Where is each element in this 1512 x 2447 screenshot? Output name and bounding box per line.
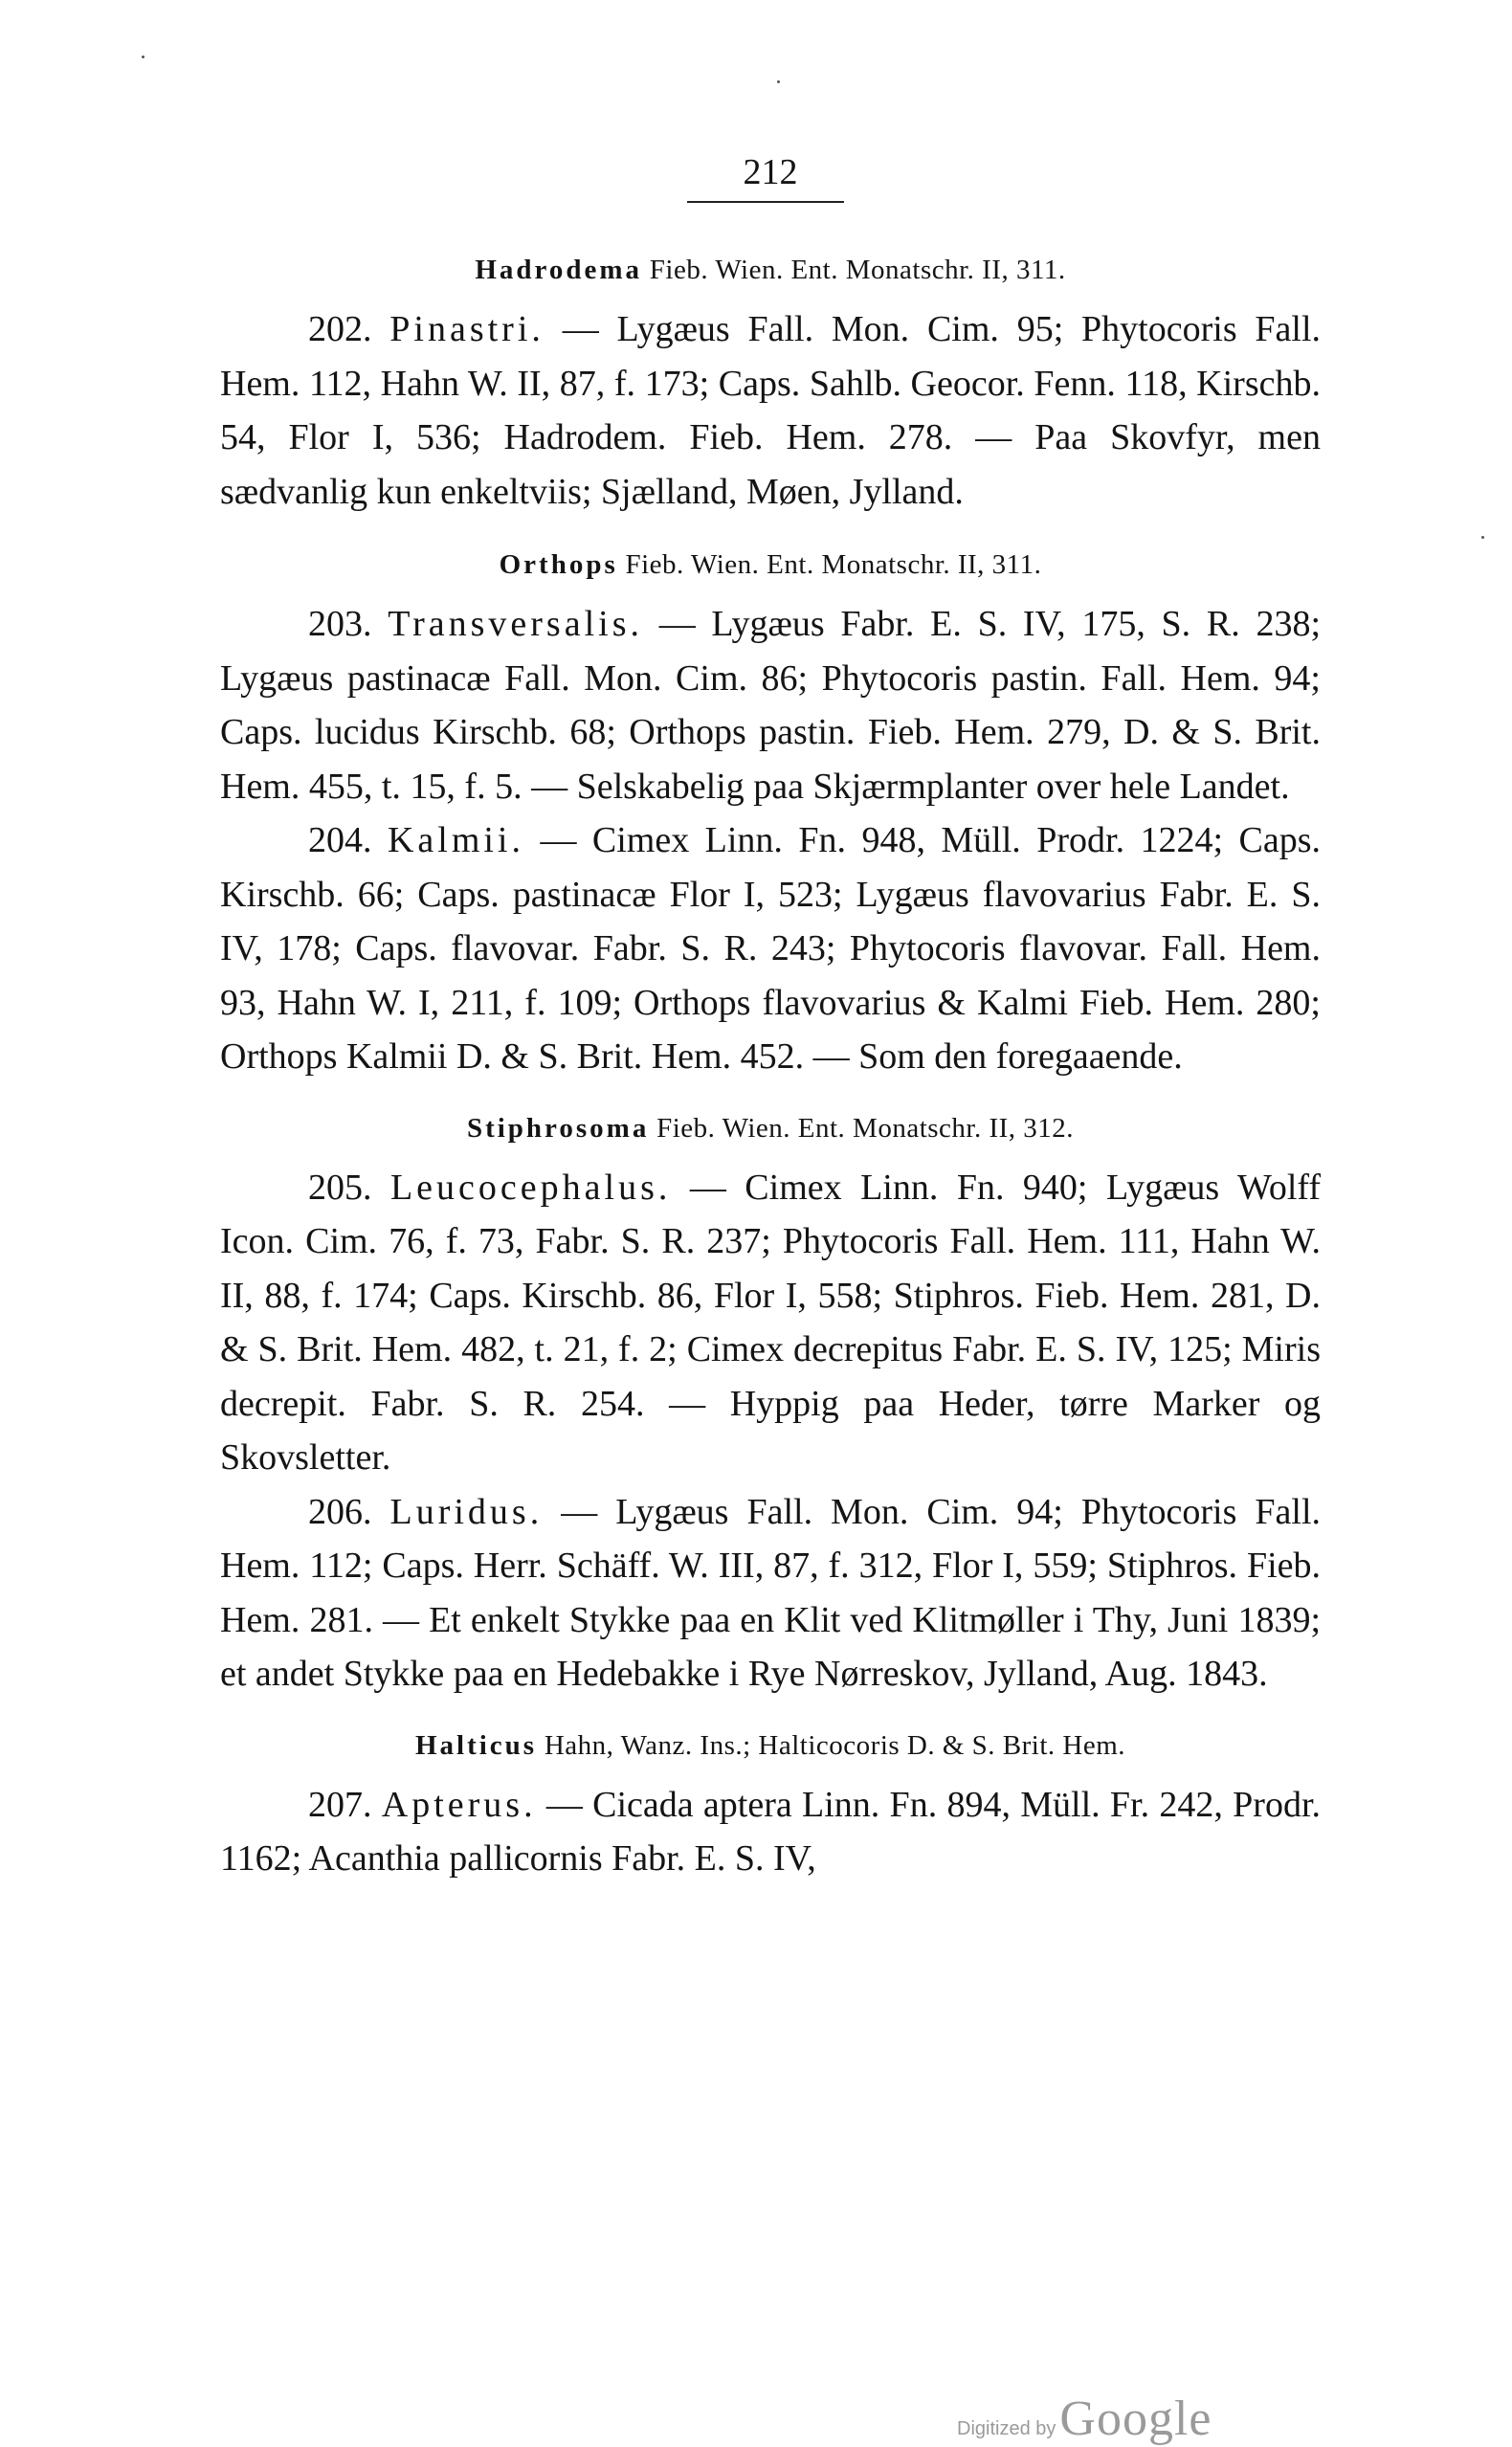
genus-reference: Fieb. Wien. Ent. Monatschr. II, 311. bbox=[625, 549, 1042, 580]
genus-reference: Fieb. Wien. Ent. Monatschr. II, 312. bbox=[656, 1112, 1075, 1144]
genus-heading bbox=[220, 1726, 1321, 1765]
digitized-by-label: Digitized by bbox=[957, 2418, 1056, 2439]
entry-text: — Cimex Linn. Fn. 940; Lygæus Wolff Icon. Cim. 76, f. 73, Fabr. S. R. 237; Phytocoris Fall. Hem. 111, Hahn W. II, 88, f. 174; Caps. Kirschb. 86, Flor I, 558; Stiphros. Fieb. Hem. 281, D. & S. Brit. Hem. 482, t. 21, f. 2; Cimex decrepitus Fabr. E. S. IV, 125; Miris decrepit. Fabr. S. R. 254. — Hyppig paa Heder, tørre Marker og Skovsletter. bbox=[220, 1167, 1321, 1478]
genus-reference: Hahn, Wanz. Ins.; Halticocoris D. & S. Brit. Hem. bbox=[544, 1729, 1126, 1761]
species-entry bbox=[220, 1485, 1321, 1702]
genus-name: Hadrodema bbox=[475, 255, 643, 285]
species-entry bbox=[220, 302, 1321, 519]
genus-heading bbox=[220, 1109, 1321, 1147]
genus-heading bbox=[220, 545, 1321, 584]
species-entry bbox=[220, 1161, 1321, 1485]
entry-text: — Lygæus Fall. Mon. Cim. 94; Phytocoris Fall. Hem. 112; Caps. Herr. Schäff. W. III, 87, f. 312, Flor I, 559; Stiphros. Fieb. Hem. 281. — Et enkelt Stykke paa en Klit ved Klitmøller i Thy, Juni 1839; et andet Stykke paa en Hedebakke i Rye Nørreskov, Jylland, Aug. 1843. bbox=[220, 1491, 1322, 1694]
species-name: Apterus. bbox=[381, 1784, 537, 1825]
entry-text: — Lygæus Fall. Mon. Cim. 95; Phytocoris Fall. Hem. 112, Hahn W. II, 87, f. 173; Caps. Sahlb. Geocor. Fenn. 118, Kirschb. 54, Flor I, 536; Hadrodem. Fieb. Hem. 278. — Paa Skovfyr, men sædvanlig kun enkeltviis; Sjælland, Møen, Jylland. bbox=[220, 309, 1321, 512]
page-number: 212 bbox=[743, 152, 798, 192]
species-entry bbox=[220, 1778, 1321, 1886]
genus-name: Stiphrosoma bbox=[466, 1112, 650, 1144]
entry-text: — Cicada aptera Linn. Fn. 894, Müll. Fr. 242, Prodr. 1162; Acanthia pallicornis Fabr. E. S. IV, bbox=[220, 1784, 1322, 1879]
species-name: Transversalis. bbox=[388, 604, 643, 644]
page-body bbox=[220, 251, 1321, 1886]
entry-number: 207. bbox=[308, 1784, 372, 1825]
entry-text: — Lygæus Fabr. E. S. IV, 175, S. R. 238; Lygæus pastinacæ Fall. Mon. Cim. 86; Phytocoris pastin. Fall. Hem. 94; Caps. lucidus Kirschb. 68; Orthops pastin. Fieb. Hem. 279, D. & S. Brit. Hem. 455, t. 15, f. 5. — Selskabelig paa Skjærmplanter over hele Landet. bbox=[220, 604, 1322, 807]
genus-heading bbox=[220, 251, 1321, 289]
genus-name: Halticus bbox=[414, 1729, 538, 1761]
scan-speck bbox=[1481, 536, 1484, 539]
page-number-rule bbox=[687, 201, 844, 203]
entry-number: 203. bbox=[308, 604, 372, 644]
entry-number: 206. bbox=[308, 1491, 372, 1532]
species-entry bbox=[220, 597, 1321, 813]
genus-reference: Fieb. Wien. Ent. Monatschr. II, 311. bbox=[649, 255, 1066, 285]
scan-speck bbox=[777, 80, 780, 83]
genus-name: Orthops bbox=[499, 549, 618, 580]
entry-number: 202. bbox=[308, 309, 372, 349]
species-entry bbox=[220, 813, 1321, 1084]
scan-speck bbox=[142, 56, 145, 58]
species-name: Leucocephalus. bbox=[389, 1167, 672, 1208]
google-logo: Google bbox=[1059, 2391, 1212, 2446]
entry-text: — Cimex Linn. Fn. 948, Müll. Prodr. 1224; Caps. Kirschb. 66; Caps. pastinacæ Flor I, 523; Lygæus flavovarius Fabr. E. S. IV, 178; Caps. flavovar. Fabr. S. R. 243; Phytocoris flavovar. Fall. Hem. 93, Hahn W. I, 211, f. 109; Orthops flavovarius & Kalmi Fieb. Hem. 280; Orthops Kalmii D. & S. Brit. Hem. 452. — Som den foregaaende. bbox=[220, 820, 1322, 1077]
species-name: Luridus. bbox=[389, 1491, 544, 1532]
species-name: Pinastri. bbox=[389, 309, 545, 349]
digitized-watermark bbox=[957, 2391, 1212, 2447]
entry-number: 204. bbox=[308, 820, 372, 860]
entry-number: 205. bbox=[308, 1167, 372, 1208]
species-name: Kalmii. bbox=[387, 820, 524, 860]
